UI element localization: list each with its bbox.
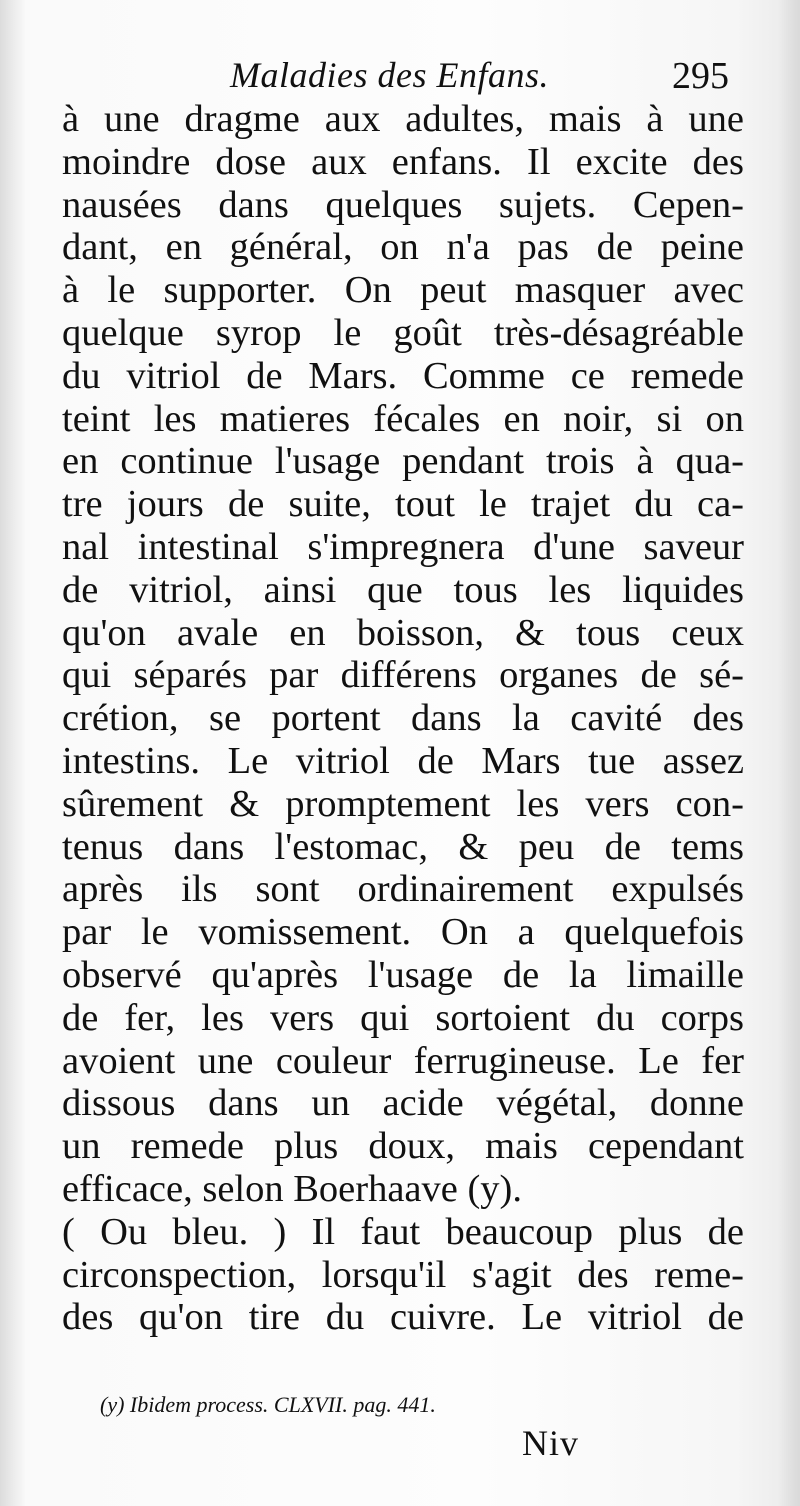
text-line: en continue l'usage pendant trois à qua-: [62, 440, 744, 483]
signature-mark: Niv: [522, 1423, 579, 1463]
text-line: qui séparés par différens organes de sé-: [62, 654, 744, 697]
page-gutter-shadow: [0, 0, 26, 1506]
running-head: [0, 46, 800, 106]
text-line: qu'on avale en boisson, & tous ceux: [62, 611, 744, 654]
text-line: des qu'on tire du cuivre. Le vitriol de: [62, 1296, 744, 1339]
text-line: du vitriol de Mars. Comme ce remede: [62, 354, 744, 397]
text-line: dissous dans un acide végétal, donne: [62, 1082, 744, 1125]
body-text: [62, 98, 744, 1339]
text-line: nal intestinal s'impregnera d'une saveur: [62, 525, 744, 568]
text-line: de fer, les vers qui sortoient du corps: [62, 996, 744, 1039]
text-line: dant, en général, on n'a pas de peine: [62, 226, 744, 269]
footnote: (y) Ibidem process. CLXVII. pag. 441.: [100, 1392, 436, 1417]
text-line: crétion, se portent dans la cavité des: [62, 697, 744, 740]
text-line: un remede plus doux, mais cependant: [62, 1125, 744, 1168]
text-line: teint les matieres fécales en noir, si on: [62, 397, 744, 440]
text-line: intestins. Le vitriol de Mars tue assez: [62, 739, 744, 782]
text-line: moindre dose aux enfans. Il excite des: [62, 140, 744, 183]
running-head-title: Maladies des Enfans.: [230, 55, 549, 95]
text-line: à le supporter. On peut masquer avec: [62, 269, 744, 312]
text-line: quelque syrop le goût très-désagréable: [62, 311, 744, 354]
text-line: tenus dans l'estomac, & peu de tems: [62, 825, 744, 868]
text-line: circonspection, lorsqu'il s'agit des reme-: [62, 1253, 744, 1296]
text-line: après ils sont ordinairement expulsés: [62, 868, 744, 911]
text-line: efficace, selon Boerhaave (y).: [62, 1167, 522, 1210]
page-edge-shadow: [778, 0, 800, 1506]
text-line: ( Ou bleu. ) Il faut beaucoup plus de: [62, 1210, 744, 1253]
text-line: tre jours de suite, tout le trajet du ca-: [62, 483, 744, 526]
text-line: nausées dans quelques sujets. Cepen-: [62, 183, 744, 226]
text-line: de vitriol, ainsi que tous les liquides: [62, 568, 744, 611]
text-line: par le vomissement. On a quelquefois: [62, 911, 744, 954]
page-number: 295: [672, 55, 729, 97]
text-line: à une dragme aux adultes, mais à une: [62, 98, 744, 140]
text-line: sûrement & promptement les vers con-: [62, 782, 744, 825]
text-line: observé qu'après l'usage de la limaille: [62, 953, 744, 996]
text-line: avoient une couleur ferrugineuse. Le fer: [62, 1039, 744, 1082]
